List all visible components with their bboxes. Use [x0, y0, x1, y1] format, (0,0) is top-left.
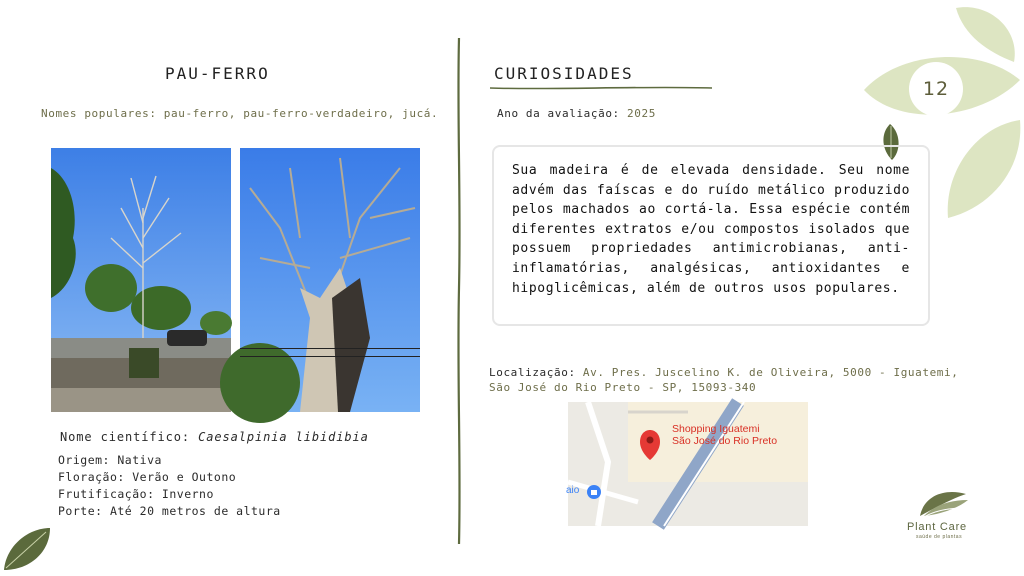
- brand-name: Plant Care: [907, 521, 967, 533]
- species-details: [58, 452, 281, 520]
- map-place-name: [672, 423, 777, 447]
- fruiting-detail: Frutificação: Inverno: [58, 487, 214, 501]
- scientific-name-row: [60, 429, 369, 446]
- curiosity-text: Sua madeira é de elevada densidade. Seu nome advém das faíscas e do ruído metálico produzido pelos machados ao cortá-la. Essa espécie contém diferentes extratos e/ou compostos isolados que possuem propriedades antimicrobianas, anti-inflamatórias, analgésicas, antioxidantes e hipoglicêmicas, além de outros usos populares.: [512, 163, 910, 296]
- map-place-line2: São José do Rio Preto: [672, 435, 778, 447]
- popular-names: Nomes populares: pau-ferro, pau-ferro-verdadeiro, jucá.: [41, 107, 439, 120]
- tree-photo-trunk: [240, 148, 420, 412]
- species-title: PAU-FERRO: [165, 64, 270, 83]
- corner-leaf-icon: [0, 524, 54, 576]
- location-map[interactable]: [568, 402, 808, 526]
- location-value: Av. Pres. Juscelino K. de Oliveira, 5000 - Iguatemi, São José do Rio Preto - SP, 15093-340: [489, 366, 959, 394]
- location-label: Localização:: [489, 366, 576, 379]
- map-place-line1: Shopping Iguatemi: [672, 423, 760, 435]
- brand-tagline: saúde de plantas: [916, 534, 963, 540]
- title-underline: [490, 84, 712, 92]
- scientific-name: Caesalpinia libidibia: [198, 430, 369, 444]
- scientific-label: Nome científico:: [60, 430, 190, 444]
- plant-care-logo-icon: [914, 488, 970, 520]
- section-title: CURIOSIDADES: [494, 64, 634, 83]
- origin-detail: Origem: Nativa: [58, 453, 162, 467]
- year-label: Ano da avaliação:: [497, 107, 620, 120]
- year-value: 2025: [627, 107, 656, 120]
- evaluation-year: [497, 107, 656, 120]
- size-detail: Porte: Até 20 metros de altura: [58, 504, 281, 518]
- location: [489, 366, 977, 395]
- tree-photo-wide: [51, 148, 231, 412]
- page-number: 12: [909, 62, 963, 116]
- vertical-divider: [456, 38, 462, 544]
- curiosity-box: [492, 145, 930, 326]
- map-edge-label: aio: [566, 485, 580, 496]
- flowering-detail: Floração: Verão e Outono: [58, 470, 237, 484]
